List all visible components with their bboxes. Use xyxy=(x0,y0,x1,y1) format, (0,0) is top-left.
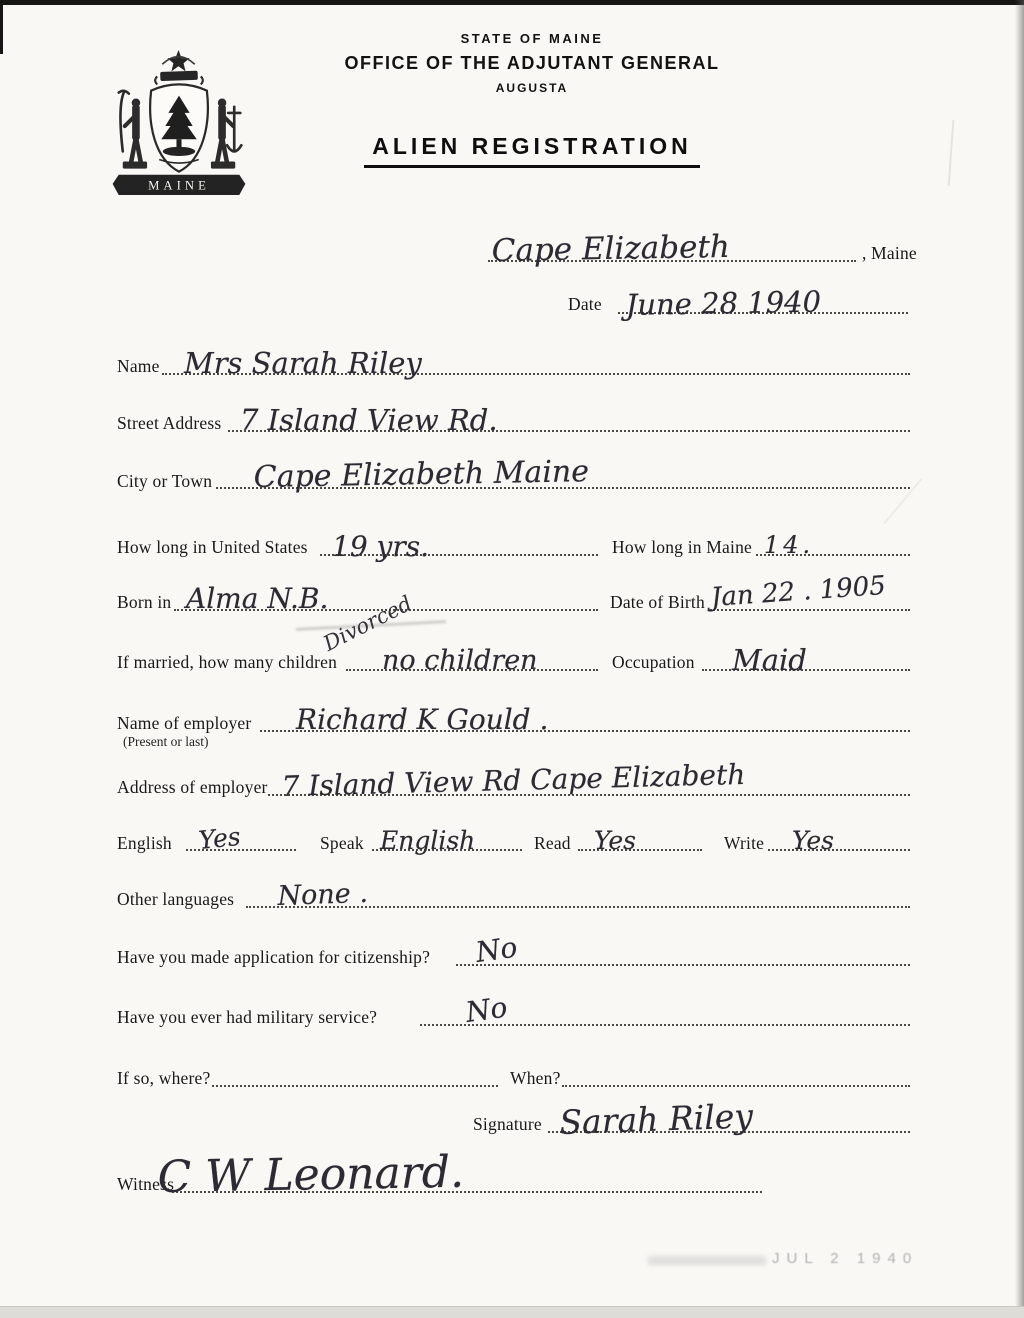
military-value: No xyxy=(463,990,510,1029)
speak-value: English xyxy=(380,826,476,855)
read-value: Yes xyxy=(594,826,636,855)
citizenship-value: No xyxy=(473,930,520,969)
english-label: English xyxy=(117,833,172,853)
read-line xyxy=(578,823,702,855)
header-state-line: STATE OF MAINE xyxy=(460,31,604,46)
employer-address-label: Address of employer xyxy=(117,777,268,797)
city-or-town-value: Cape Elizabeth Maine xyxy=(253,454,590,495)
employer-name-value: Richard K Gould . xyxy=(296,703,549,736)
other-languages-value: None . xyxy=(276,877,369,912)
how-long-maine-value: 14. xyxy=(764,531,815,559)
form-header xyxy=(40,31,1024,95)
signature-value: Sarah Riley xyxy=(558,1096,754,1142)
when-label: When? xyxy=(510,1068,561,1088)
military-label: Have you ever had military service? xyxy=(117,1007,378,1027)
city-or-town-line xyxy=(216,454,910,495)
page-title: ALIEN REGISTRATION xyxy=(364,133,699,168)
signature-line xyxy=(548,1096,910,1142)
if-so-where-label: If so, where? xyxy=(117,1068,211,1088)
born-in-label: Born in xyxy=(117,592,172,612)
read-label: Read xyxy=(534,833,571,853)
scan-edge-right xyxy=(1015,0,1024,1318)
how-long-maine-label: How long in Maine xyxy=(612,537,752,557)
military-line xyxy=(420,990,910,1029)
occupation-line xyxy=(702,643,910,677)
scan-edge-left xyxy=(0,0,3,54)
title-wrap xyxy=(40,133,1024,168)
seal-banner-text: MAINE xyxy=(148,178,210,193)
occupation-value: Maid xyxy=(732,643,807,677)
scan-edge-bottom xyxy=(0,1306,1024,1318)
speak-line xyxy=(372,823,522,855)
date-label: Date xyxy=(568,294,602,314)
write-label: Write xyxy=(724,833,765,853)
header-office-line: OFFICE OF THE ADJUTANT GENERAL xyxy=(344,53,720,73)
employer-address-value: 7 Island View Rd Cape Elizabeth xyxy=(281,757,746,803)
date-of-birth-value: Jan 22 . 1905 xyxy=(710,570,887,613)
how-long-us-value: 19 yrs. xyxy=(332,530,430,563)
children-line xyxy=(346,643,598,676)
employer-name-label: Name of employer xyxy=(117,713,252,733)
date-value: June 28 1940 xyxy=(625,284,822,322)
scan-edge-top xyxy=(0,0,1024,5)
how-long-us-line xyxy=(320,528,598,563)
town-value: Cape Elizabeth xyxy=(491,228,731,269)
date-line xyxy=(618,284,908,322)
employer-name-line xyxy=(260,703,910,736)
name-value: Mrs Sarah Riley xyxy=(184,346,422,380)
witness-line xyxy=(157,1146,762,1203)
citizenship-line xyxy=(456,930,910,969)
children-value: no children xyxy=(382,645,538,676)
name-label: Name xyxy=(117,356,160,376)
other-languages-label: Other languages xyxy=(117,889,235,909)
occupation-label: Occupation xyxy=(612,652,695,672)
town-line xyxy=(488,228,856,269)
how-long-us-label: How long in United States xyxy=(117,537,308,557)
children-label: If married, how many children xyxy=(117,652,338,672)
children-annotation: Divorced xyxy=(319,591,416,656)
town-suffix-label: , Maine xyxy=(862,243,917,263)
city-or-town-label: City or Town xyxy=(117,471,213,491)
employer-address-line xyxy=(268,757,910,803)
date-of-birth-line xyxy=(710,570,910,613)
street-address-value: 7 Island View Rd. xyxy=(240,403,498,437)
header-city-line: AUGUSTA xyxy=(495,81,569,95)
street-address-line xyxy=(228,403,910,437)
english-value: Yes xyxy=(197,821,242,855)
signature-label: Signature xyxy=(473,1114,542,1134)
name-line xyxy=(162,346,910,380)
born-in-value: Alma N.B. xyxy=(186,582,329,615)
other-languages-line xyxy=(246,877,910,912)
if-so-where-line xyxy=(212,1059,498,1087)
witness-value: C W Leonard. xyxy=(157,1146,465,1203)
date-of-birth-label: Date of Birth xyxy=(610,592,705,612)
citizenship-label: Have you made application for citizenship? xyxy=(117,947,431,967)
when-line xyxy=(562,1059,910,1087)
english-line xyxy=(186,821,296,855)
street-address-label: Street Address xyxy=(117,413,222,433)
employer-name-sublabel: (Present or last) xyxy=(123,734,209,749)
stamp-blob xyxy=(648,1256,766,1265)
date-stamp: JUL 2 1940 xyxy=(772,1250,919,1267)
write-line xyxy=(768,823,910,855)
speak-label: Speak xyxy=(320,833,364,853)
witness-label: Witness xyxy=(117,1174,175,1194)
how-long-maine-line xyxy=(756,528,910,559)
write-value: Yes xyxy=(792,826,834,855)
